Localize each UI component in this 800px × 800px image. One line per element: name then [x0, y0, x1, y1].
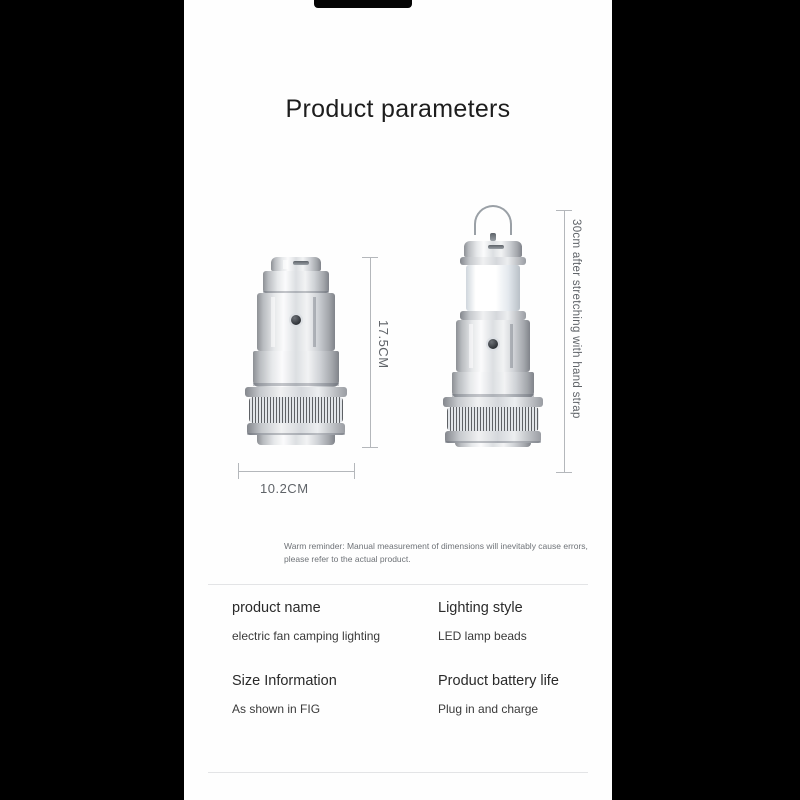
spec-column-left — [232, 600, 422, 746]
spec-key: Size Information — [232, 673, 337, 689]
stretched-dimension-line — [564, 210, 565, 472]
spec-column-right — [438, 600, 612, 746]
divider-bottom — [208, 772, 588, 773]
page-title: Product parameters — [285, 95, 511, 123]
spec-value: Plug in and charge — [438, 702, 539, 716]
spec-value: As shown in FIG — [232, 702, 321, 716]
width-dimension-label: 10.2CM — [260, 481, 309, 496]
stretched-dimension-label: 30cm after stretching with hand strap — [570, 219, 582, 419]
content-sheet — [184, 0, 612, 800]
height-dimension-label: 17.5CM — [376, 320, 391, 369]
spec-item — [438, 600, 612, 643]
spec-key: Product battery life — [438, 673, 559, 689]
product-diagram — [184, 185, 612, 515]
spec-value: electric fan camping lighting — [232, 629, 381, 643]
lamp-collapsed-illustration — [241, 257, 351, 447]
spec-value: LED lamp beads — [438, 629, 527, 643]
warm-reminder-text: Warm reminder: Manual measurement of dimensions will inevitably cause errors, please refer to the actual product. — [284, 541, 588, 564]
spec-item — [438, 673, 612, 716]
previous-image-sliver — [314, 0, 412, 8]
left-gutter — [0, 0, 184, 800]
lamp-stretched-illustration — [438, 205, 548, 447]
height-dimension-line — [370, 257, 371, 447]
spec-item — [232, 600, 422, 643]
right-gutter — [612, 0, 800, 800]
width-dimension-line — [238, 471, 354, 472]
divider-top — [208, 584, 588, 585]
spec-key: Lighting style — [438, 600, 523, 616]
spec-item — [232, 673, 422, 716]
spec-key: product name — [232, 600, 321, 616]
